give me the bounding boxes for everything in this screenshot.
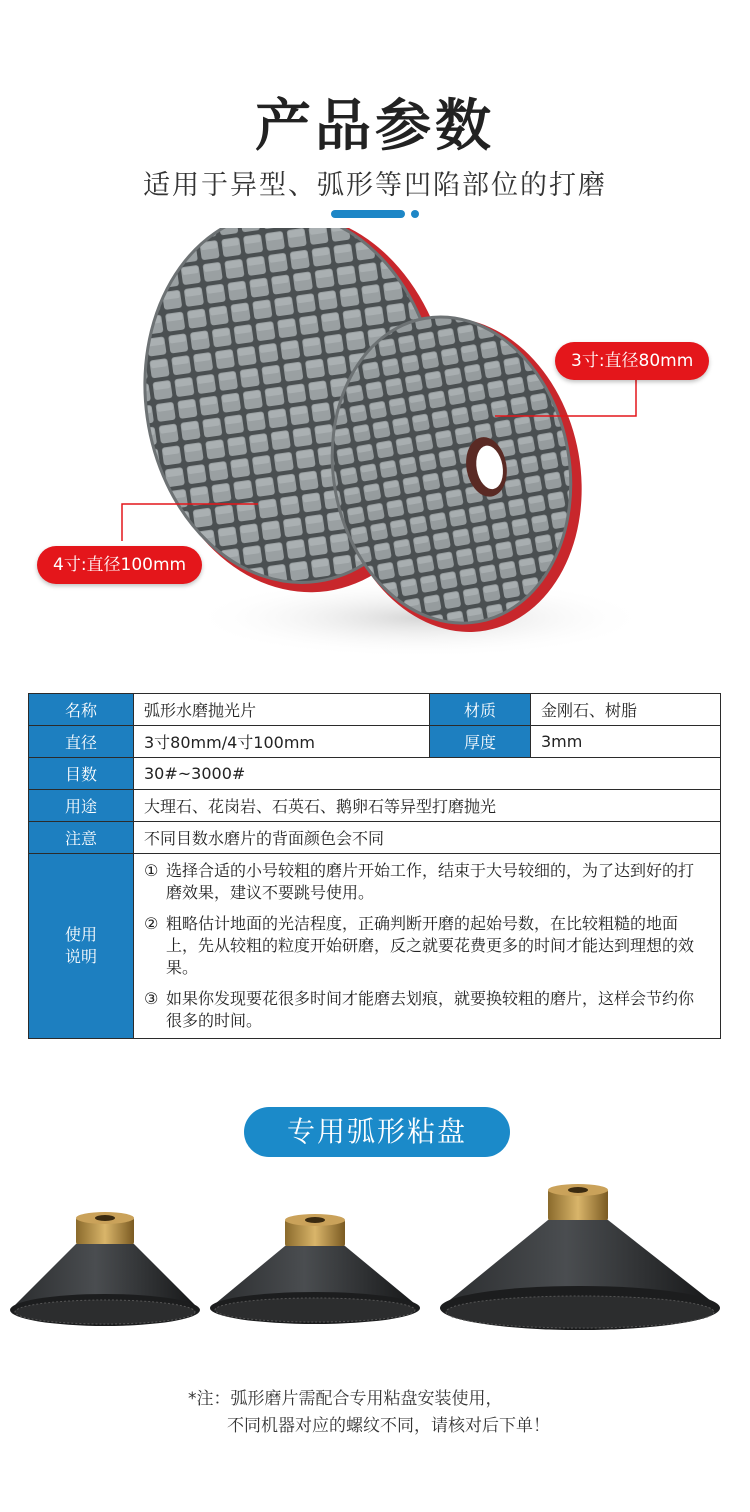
spec-value: 3寸80mm/4寸100mm <box>134 726 430 758</box>
instructions-label-line2: 说明 <box>64 947 97 966</box>
large-diameter-callout: 4寸:直径100mm <box>37 546 202 584</box>
spec-row-notice <box>29 822 721 854</box>
spec-label: 注意 <box>29 822 134 854</box>
instruction-item <box>144 860 706 904</box>
spec-value: 不同目数水磨片的背面颜色会不同 <box>134 822 721 854</box>
polishing-pads-image <box>0 228 750 688</box>
instruction-text: 如果你发现要花很多时间才能磨去划痕，就要换较粗的磨片，这样会节约你很多的时间。 <box>166 989 695 1030</box>
spec-value: 金刚石、树脂 <box>531 694 721 726</box>
instruction-item <box>144 988 706 1032</box>
note-line-2: 不同机器对应的螺纹不同，请核对后下单！ <box>227 1416 550 1436</box>
spec-label: 目数 <box>29 758 134 790</box>
note-line-1: *注：弧形磨片需配合专用粘盘安装使用， <box>188 1389 503 1409</box>
spec-row-grit <box>29 758 721 790</box>
backer-pads-image <box>0 1180 750 1350</box>
spec-label: 直径 <box>29 726 134 758</box>
spec-value: 大理石、花岗岩、石英石、鹅卵石等异型打磨抛光 <box>134 790 721 822</box>
spec-row-usage <box>29 790 721 822</box>
spec-value: 弧形水磨抛光片 <box>134 694 430 726</box>
spec-row-instructions <box>29 854 721 1039</box>
spec-label: 用途 <box>29 790 134 822</box>
spec-value: 30#~3000# <box>134 758 721 790</box>
spec-label: 名称 <box>29 694 134 726</box>
spec-label: 厚度 <box>430 726 531 758</box>
backer-pad-large <box>440 1184 720 1330</box>
small-diameter-callout: 3寸:直径80mm <box>555 342 709 380</box>
section-title-pill: 专用弧形粘盘 <box>244 1107 510 1157</box>
spec-value: 3mm <box>531 726 721 758</box>
instruction-text: 粗略估计地面的光洁程度，正确判断开磨的起始号数，在比较粗糙的地面上，先从较粗的粒度开始研磨，反之就要花费更多的时间才能达到理想的效果。 <box>166 914 695 977</box>
spec-label: 材质 <box>430 694 531 726</box>
spec-label <box>29 854 134 1039</box>
instructions-content <box>134 854 721 1039</box>
mounting-note <box>188 1386 550 1440</box>
instruction-text: 选择合适的小号较粗的磨片开始工作，结束于大号较细的，为了达到好的打磨效果，建议不要跳号使用。 <box>166 861 695 902</box>
title-underline-dot <box>411 210 419 218</box>
instructions-label-line1: 使用 <box>64 925 97 944</box>
instruction-number: ③ <box>144 989 159 1008</box>
title-underline <box>331 210 405 218</box>
instruction-item <box>144 913 706 979</box>
spec-row-name <box>29 694 721 726</box>
spec-row-diameter <box>29 726 721 758</box>
page-subtitle: 适用于异型、弧形等凹陷部位的打磨 <box>143 170 607 201</box>
backer-pad-medium <box>210 1214 420 1324</box>
instruction-number: ① <box>144 861 159 880</box>
instruction-number: ② <box>144 914 159 933</box>
spec-table <box>28 693 721 1039</box>
backer-pad-small <box>10 1212 200 1326</box>
page-title: 产品参数 <box>255 94 495 159</box>
